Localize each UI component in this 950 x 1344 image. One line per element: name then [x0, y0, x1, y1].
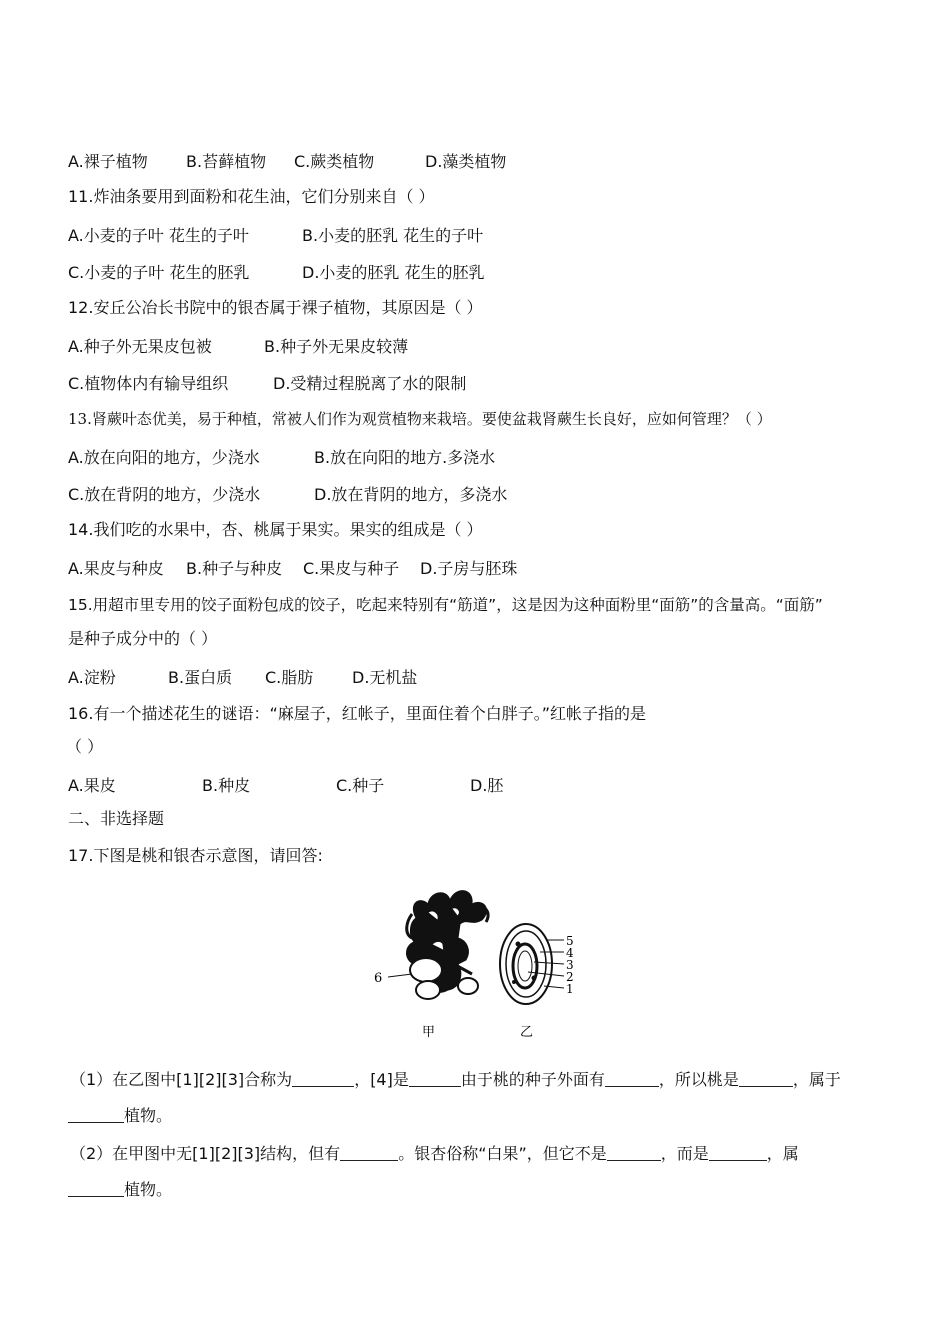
- q15-option-a: A.淀粉: [68, 668, 116, 687]
- q14-option-c: C.果皮与种子: [303, 559, 400, 578]
- q11-stem: 11.炸油条要用到面粉和花生油，它们分别来自（ ）: [68, 187, 435, 206]
- answer-blank[interactable]: [68, 1180, 124, 1197]
- q11-option-a: A.小麦的子叶 花生的子叶: [68, 226, 249, 245]
- q11-option-b: B.小麦的胚乳 花生的子叶: [302, 226, 484, 245]
- label-2: 2: [566, 970, 574, 984]
- q16-option-a: A.果皮: [68, 776, 116, 795]
- answer-blank[interactable]: [68, 1106, 124, 1123]
- q16-stem-line2: （ ）: [66, 737, 104, 756]
- q15-stem-line2: 是种子成分中的（ ）: [68, 629, 218, 648]
- q11-option-d: D.小麦的胚乳 花生的胚乳: [302, 263, 485, 282]
- q14-option-d: D.子房与胚珠: [420, 559, 518, 578]
- answer-blank[interactable]: [292, 1070, 354, 1087]
- label-3: 3: [566, 958, 574, 972]
- label-6-pointer: [388, 974, 412, 977]
- label-6: 6: [374, 971, 383, 986]
- q12-option-d: D.受精过程脱离了水的限制: [273, 374, 467, 393]
- q17-part2-line1: （2）在甲图中无[1][2][3]结构，但有 。银杏俗称“白果”，但它不是 ，而是 ，属: [70, 1144, 799, 1163]
- q13-option-c: C.放在背阴的地方，少浇水: [68, 485, 261, 504]
- label-5: 5: [566, 934, 574, 948]
- q17-part1-line1: （1）在乙图中[1][2][3]合称为 ，[4]是 由于桃的种子外面有 ，所以桃是 ，属于: [70, 1070, 841, 1089]
- q12-stem: 12.安丘公冶长书院中的银杏属于裸子植物，其原因是（ ）: [68, 298, 483, 317]
- q14-option-a: A.果皮与种皮: [68, 559, 164, 578]
- answer-blank[interactable]: [409, 1070, 461, 1087]
- q12-option-a: A.种子外无果皮包被: [68, 337, 212, 356]
- q12-option-b: B.种子外无果皮较薄: [264, 337, 409, 356]
- q17-part2-line2: 植物。: [68, 1179, 172, 1201]
- ginkgo-peach-figure: [368, 878, 588, 1048]
- q15-option-b: B.蛋白质: [168, 668, 233, 687]
- ginkgo-branch-drawing: [407, 891, 489, 999]
- q10-option-c: C.蕨类植物: [294, 152, 375, 171]
- q17-part1-line2: 植物。: [68, 1105, 172, 1127]
- answer-blank[interactable]: [605, 1070, 659, 1087]
- q15-option-d: D.无机盐: [352, 668, 418, 687]
- q15-option-c: C.脂肪: [265, 668, 314, 687]
- q13-option-b: B.放在向阳的地方.多浇水: [314, 448, 496, 467]
- q16-option-c: C.种子: [336, 776, 385, 795]
- q16-stem-line1: 16.有一个描述花生的谜语：“麻屋子，红帐子，里面住着个白胖子。”红帐子指的是: [68, 704, 647, 723]
- q14-stem: 14.我们吃的水果中，杏、桃属于果实。果实的组成是（ ）: [68, 520, 483, 539]
- q14-option-b: B.种子与种皮: [186, 559, 283, 578]
- q15-stem-line1: 15.用超市里专用的饺子面粉包成的饺子，吃起来特别有“筋道”，这是因为这种面粉里“面筋”的含量高。“面筋”: [68, 596, 823, 614]
- q10-option-b: B.苔藓植物: [186, 152, 267, 171]
- q13-stem: 13.肾蕨叶态优美，易于种植，常被人们作为观赏植物来栽培。要使盆栽肾蕨生长良好，应如何管理？（ ）: [68, 410, 772, 428]
- section-heading: 二、非选择题: [68, 809, 165, 828]
- q11-option-c: C.小麦的子叶 花生的胚乳: [68, 263, 250, 282]
- label-yi: 乙: [520, 1025, 534, 1040]
- q16-option-b: B.种皮: [202, 776, 251, 795]
- peach-section-drawing: [500, 924, 552, 1004]
- label-4: 4: [566, 946, 574, 960]
- q10-option-a: A.裸子植物: [68, 152, 148, 171]
- answer-blank[interactable]: [340, 1144, 398, 1161]
- q16-option-d: D.胚: [470, 776, 504, 795]
- label-jia: 甲: [422, 1025, 436, 1040]
- answer-blank[interactable]: [607, 1144, 661, 1161]
- answer-blank[interactable]: [739, 1070, 793, 1087]
- q13-option-d: D.放在背阴的地方，多浇水: [314, 485, 508, 504]
- q12-option-c: C.植物体内有输导组织: [68, 374, 229, 393]
- label-1: 1: [566, 982, 574, 996]
- q13-option-a: A.放在向阳的地方，少浇水: [68, 448, 260, 467]
- answer-blank[interactable]: [709, 1144, 767, 1161]
- q17-stem: 17.下图是桃和银杏示意图，请回答:: [68, 846, 323, 865]
- q10-option-d: D.藻类植物: [425, 152, 507, 171]
